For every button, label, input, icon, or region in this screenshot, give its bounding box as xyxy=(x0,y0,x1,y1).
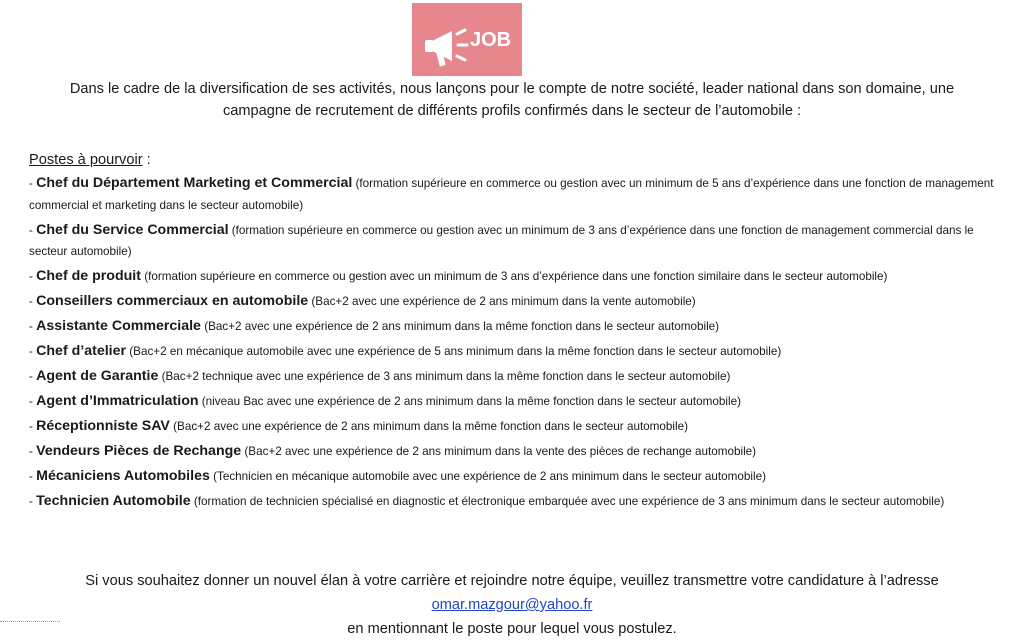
job-description: (formation supérieure en commerce ou gestion avec un minimum de 5 ans d’expérience dans une fonction de management commercial et marketing dans le secteur automobile) xyxy=(29,177,994,212)
job-description: (formation supérieure en commerce ou gestion avec un minimum de 3 ans d’expérience dans une fonction similaire dans le secteur automobile) xyxy=(140,270,888,283)
job-title: Agent de Garantie xyxy=(36,368,159,384)
job-description: (Bac+2 technique avec une expérience de 3 ans minimum dans la même fonction dans le secteur automobile) xyxy=(158,370,731,383)
megaphone-icon xyxy=(412,3,522,76)
job-description: (Bac+2 avec une expérience de 2 ans minimum dans la vente des pièces de rechange automobile) xyxy=(241,445,757,458)
job-item: - Réceptionniste SAV (Bac+2 avec une expérience de 2 ans minimum dans la même fonction dans le secteur automobile) xyxy=(29,418,689,434)
postes-label: Postes à pourvoir xyxy=(29,152,143,168)
logo-text: JOB xyxy=(470,29,512,51)
job-description: (formation supérieure en commerce ou gestion avec un minimum de 3 ans d’expérience dans une fonction de management commercial dans le secteur automobile) xyxy=(29,223,974,258)
postes-suffix: : xyxy=(142,152,151,168)
job-item: - Mécaniciens Automobiles (Technicien en mécanique automobile avec une expérience de 2 ans minimum dans le secteur automobile) xyxy=(29,468,766,484)
job-title: Chef du Département Marketing et Commercial xyxy=(36,175,353,191)
intro-line-1: Dans le cadre de la diversification de ses activités, nous lançons pour le compte de notre société, leader national dans son domaine, une xyxy=(69,81,955,97)
closing-paragraph xyxy=(20,569,1004,641)
job-title: Chef d’atelier xyxy=(36,343,127,359)
job-description: (Technicien en mécanique automobile avec une expérience de 2 ans minimum dans le secteur automobile) xyxy=(209,470,766,483)
job-title: Mécaniciens Automobiles xyxy=(36,468,210,484)
job-list xyxy=(29,173,994,516)
job-title: Conseillers commerciaux en automobile xyxy=(36,293,309,309)
job-item: - Conseillers commerciaux en automobile (Bac+2 avec une expérience de 2 ans minimum dans la vente automobile) xyxy=(29,293,696,309)
email-link[interactable]: omar.mazgour@yahoo.fr xyxy=(431,597,593,613)
job-description: (Bac+2 avec une expérience de 2 ans minimum dans la même fonction dans le secteur automobile) xyxy=(169,420,689,433)
closing-line-1: Si vous souhaitez donner un nouvel élan à votre carrière et rejoindre notre équipe, veuillez transmettre votre candidature à l’adresse xyxy=(85,573,939,589)
job-description: (niveau Bac avec une expérience de 2 ans minimum dans la même fonction dans le secteur automobile) xyxy=(198,395,741,408)
job-description: (Bac+2 avec une expérience de 2 ans minimum dans la même fonction dans le secteur automobile) xyxy=(200,320,720,333)
job-item: - Chef d’atelier (Bac+2 en mécanique automobile avec une expérience de 5 ans minimum dans la même fonction dans le secteur automobile) xyxy=(29,343,782,359)
job-title: Chef du Service Commercial xyxy=(36,221,229,238)
job-logo xyxy=(412,3,522,76)
closing-line-2-rest: en mentionnant le poste pour lequel vous postulez. xyxy=(347,621,677,637)
job-item: - Agent de Garantie (Bac+2 technique avec une expérience de 3 ans minimum dans la même fonction dans le secteur automobile) xyxy=(29,368,731,384)
job-item: - Assistante Commerciale (Bac+2 avec une expérience de 2 ans minimum dans la même fonction dans le secteur automobile) xyxy=(29,318,720,334)
job-title: Réceptionniste SAV xyxy=(36,418,170,434)
job-item: - Vendeurs Pièces de Rechange (Bac+2 avec une expérience de 2 ans minimum dans la vente des pièces de rechange automobile) xyxy=(29,443,757,459)
job-item: - Chef de produit (formation supérieure en commerce ou gestion avec un minimum de 3 ans d’expérience dans une fonction similaire dans le secteur automobile) xyxy=(29,268,888,284)
closing-line-2 xyxy=(20,593,1004,641)
job-title: Vendeurs Pièces de Rechange xyxy=(36,443,242,459)
intro-paragraph xyxy=(20,78,1004,122)
job-title: Chef de produit xyxy=(36,268,141,284)
job-title: Technicien Automobile xyxy=(36,493,191,509)
job-title: Assistante Commerciale xyxy=(36,318,201,334)
job-title: Agent d’Immatriculation xyxy=(36,393,199,409)
job-item: - Chef du Service Commercial (formation supérieure en commerce ou gestion avec un minimum de 3 ans d’expérience dans une fonction de management commercial dans le secteur automobile) xyxy=(29,221,974,258)
postes-heading xyxy=(29,150,151,170)
job-item: - Technicien Automobile (formation de technicien spécialisé en diagnostic et électronique embarquée avec une expérience de 3 ans minimum dans le secteur automobile) xyxy=(29,493,945,509)
intro-line-2: campagne de recrutement de différents profils confirmés dans le secteur de l’automobile : xyxy=(222,103,802,119)
job-description: (Bac+2 avec une expérience de 2 ans minimum dans la vente automobile) xyxy=(308,295,696,308)
job-item: - Chef du Département Marketing et Commercial (formation supérieure en commerce ou gestion avec un minimum de 5 ans d’expérience dans une fonction de management commercial et marketing dans le secteur automobile) xyxy=(29,175,994,212)
job-description: (formation de technicien spécialisé en diagnostic et électronique embarquée avec une expérience de 3 ans minimum dans le secteur automobile) xyxy=(190,495,945,508)
job-item: - Agent d’Immatriculation (niveau Bac avec une expérience de 2 ans minimum dans la même fonction dans le secteur automobile) xyxy=(29,393,741,409)
job-description: (Bac+2 en mécanique automobile avec une expérience de 5 ans minimum dans la même fonction dans le secteur automobile) xyxy=(126,345,782,358)
